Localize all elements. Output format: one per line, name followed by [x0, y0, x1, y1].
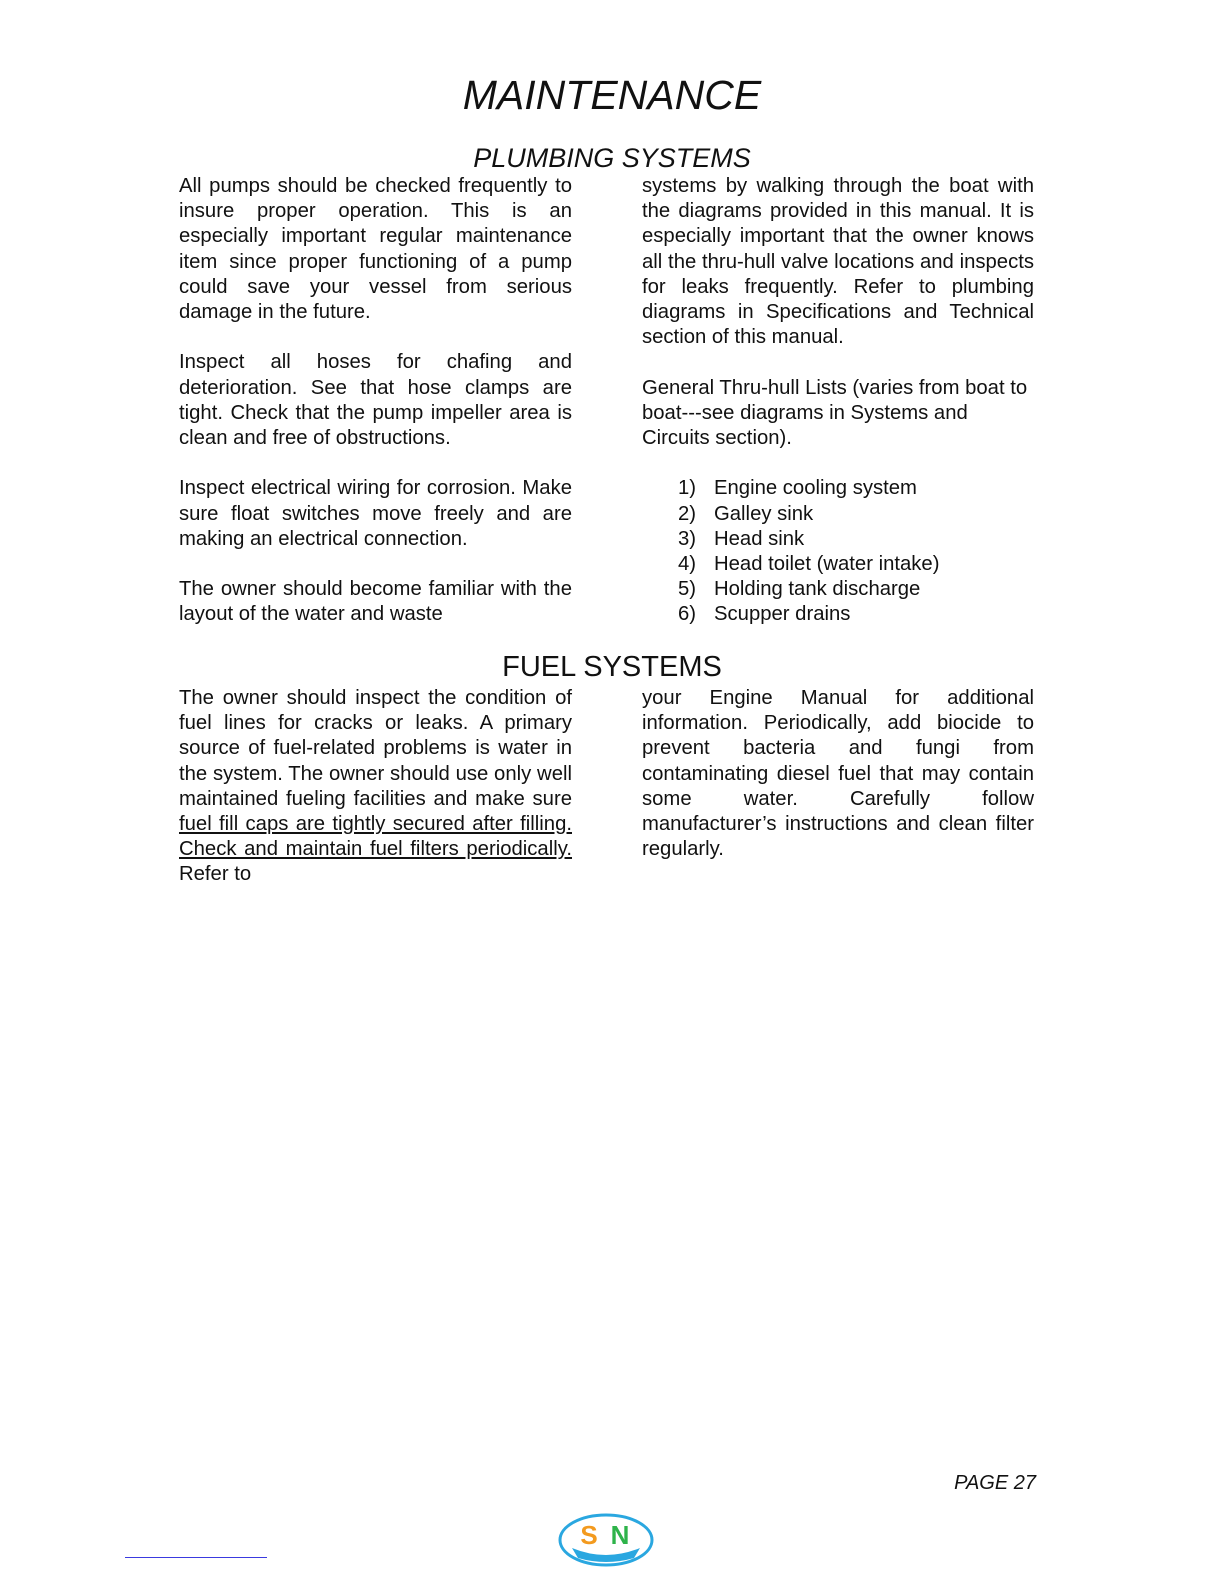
page-title: MAINTENANCE	[462, 72, 762, 118]
footer-divider	[125, 1557, 267, 1558]
plumbing-paragraph: Inspect all hoses for chafing and deterioration. See that hose clamps are tight. Check that the pump impeller area is clean and free of obstructions.	[179, 351, 572, 450]
fuel-left-column	[179, 686, 572, 888]
plumbing-heading: PLUMBING SYSTEMS	[473, 143, 751, 173]
page-number: PAGE 27	[954, 1472, 1036, 1494]
list-item: 4) Head toilet (water intake)	[678, 553, 940, 576]
list-item: 5) Holding tank discharge	[678, 578, 921, 601]
fuel-right-column	[642, 686, 1034, 862]
thru-hull-intro: General Thru-hull Lists (varies from boat to boat---see diagrams in Systems and Circuits section).	[642, 376, 1028, 450]
fuel-paragraph: your Engine Manual for additional information. Periodically, add biocide to prevent bacteria and fungi from contaminating diesel fuel that may contain some water. Carefully follow manufacturer’s instructions and clean filter regularly.	[642, 687, 1034, 861]
thru-hull-list	[642, 476, 1034, 627]
plumbing-left-column	[179, 174, 572, 628]
plumbing-paragraph: All pumps should be checked frequently to insure proper operation. This is an especially important regular maintenance item since proper functioning of a pump could save your vessel from serious damage in the future.	[179, 175, 572, 324]
plumbing-paragraph: systems by walking through the boat with the diagrams provided in this manual. It is especially important that the owner knows all the thru-hull valve locations and inspects for leaks frequently. Refer to plumbing diagrams in Specifications and Technical section of this manual.	[642, 175, 1034, 349]
plumbing-paragraph: The owner should become familiar with the layout of the water and waste	[179, 578, 572, 626]
plumbing-right-column	[642, 174, 1034, 628]
logo-letter-n: N	[610, 1520, 630, 1550]
plumbing-paragraph: Inspect electrical wiring for corrosion. Make sure float switches move freely and are making an electrical connection.	[179, 477, 572, 550]
fuel-paragraph: The owner should inspect the condition of fuel lines for cracks or leaks. A primary source of fuel-related problems is water in the system. The owner should use only well maintained fueling facilities and make sure fuel fill caps are tightly secured after filling. Check and maintain fuel filters periodically. Refer to	[179, 687, 572, 886]
sn-logo-icon	[558, 1512, 654, 1568]
fuel-underlined-text: fuel fill caps are tightly secured after filling. Check and maintain fuel filters periodically.	[179, 813, 572, 861]
logo-letter-s: S	[580, 1520, 598, 1550]
fuel-heading: FUEL SYSTEMS	[502, 651, 722, 683]
list-item: 6) Scupper drains	[678, 603, 851, 626]
list-item: 1) Engine cooling system	[678, 477, 917, 500]
list-item: 2) Galley sink	[678, 502, 814, 525]
list-item: 3) Head sink	[678, 527, 805, 550]
